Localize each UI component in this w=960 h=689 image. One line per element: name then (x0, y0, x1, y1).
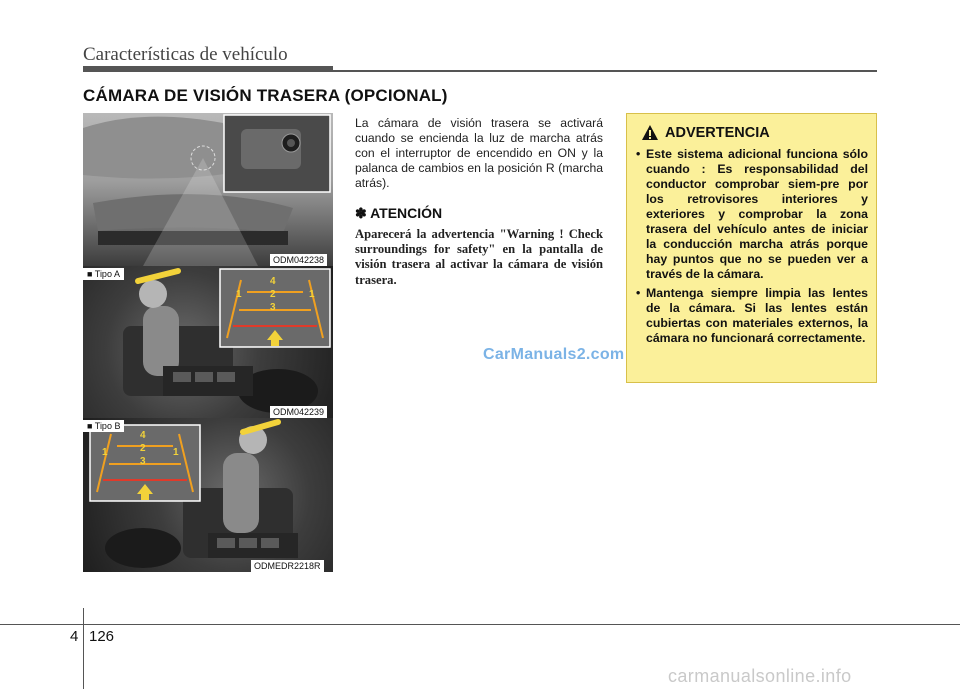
figure-code-middle: ODM042239 (270, 406, 327, 418)
figure-code-bottom: ODMEDR2218R (251, 560, 324, 572)
warning-header (641, 124, 770, 142)
body-paragraph: La cámara de visión trasera se activará cuando se encienda la luz de marcha atrás con el interruptor de encendido en ON y la palanca de cambios en la posición R (marcha atrás). (355, 116, 603, 190)
rear-vehicle-illustration (83, 113, 333, 266)
guide-number-4-b: 4 (140, 430, 146, 441)
gear-shifter-photo-a (83, 266, 333, 418)
guide-number-1-right: 1 (309, 289, 315, 300)
warning-box (626, 113, 877, 383)
page-number: 126 (89, 628, 115, 645)
guide-number-2-b: 2 (140, 443, 146, 454)
footer-rule (0, 624, 960, 625)
watermark-carmanuals2[interactable]: CarManuals2.com (483, 346, 625, 363)
rear-camera-photo (83, 113, 333, 266)
guide-number-1-right-b: 1 (173, 447, 179, 458)
tipo-a-label: ■ Tipo A (83, 268, 124, 280)
attention-title: ✽ ATENCIÓN (355, 205, 443, 221)
figure-code-top: ODM042238 (270, 254, 327, 266)
warning-list (636, 147, 868, 350)
warning-triangle-icon (641, 124, 659, 142)
guide-number-4: 4 (270, 276, 276, 287)
header-rule-thin (333, 70, 877, 72)
header-title: Características de vehículo (83, 44, 288, 65)
guide-number-3-b: 3 (140, 456, 146, 467)
tipo-b-label: ■ Tipo B (83, 420, 124, 432)
chapter-number: 4 (70, 628, 79, 645)
section-title: CÁMARA DE VISIÓN TRASERA (OPCIONAL) (83, 86, 448, 105)
guide-number-1-left-b: 1 (102, 447, 108, 458)
watermark-carmanualsonline[interactable]: carmanualsonline.info (668, 666, 852, 686)
footer-divider (83, 608, 84, 689)
warning-item: • Este sistema adicional funciona sólo cuando : Es responsabilidad del conductor comprobar siem-pre por los retrovisores interiores y exteriores y comprobar la zona trasera del vehículo antes de iniciar la conducción marcha atrás porque hay puntos que no se pueden ver a través de la cámara. (636, 147, 868, 282)
attention-text: Aparecerá la advertencia "Warning ! Check surroundings for safety" en la pantalla de visión trasera al activar la cámara de visión trasera. (355, 227, 603, 287)
guide-number-1-left: 1 (236, 289, 242, 300)
gear-shifter-photo-b (83, 418, 333, 572)
guide-number-3: 3 (270, 302, 276, 313)
header-rule-thick (83, 66, 333, 72)
warning-title: ADVERTENCIA (665, 125, 770, 141)
warning-item: • Mantenga siempre limpia las lentes de la cámara. Si las lentes están cubiertas con materiales externos, la cámara no funcionará correctamente. (636, 286, 868, 346)
guide-number-2: 2 (270, 289, 276, 300)
